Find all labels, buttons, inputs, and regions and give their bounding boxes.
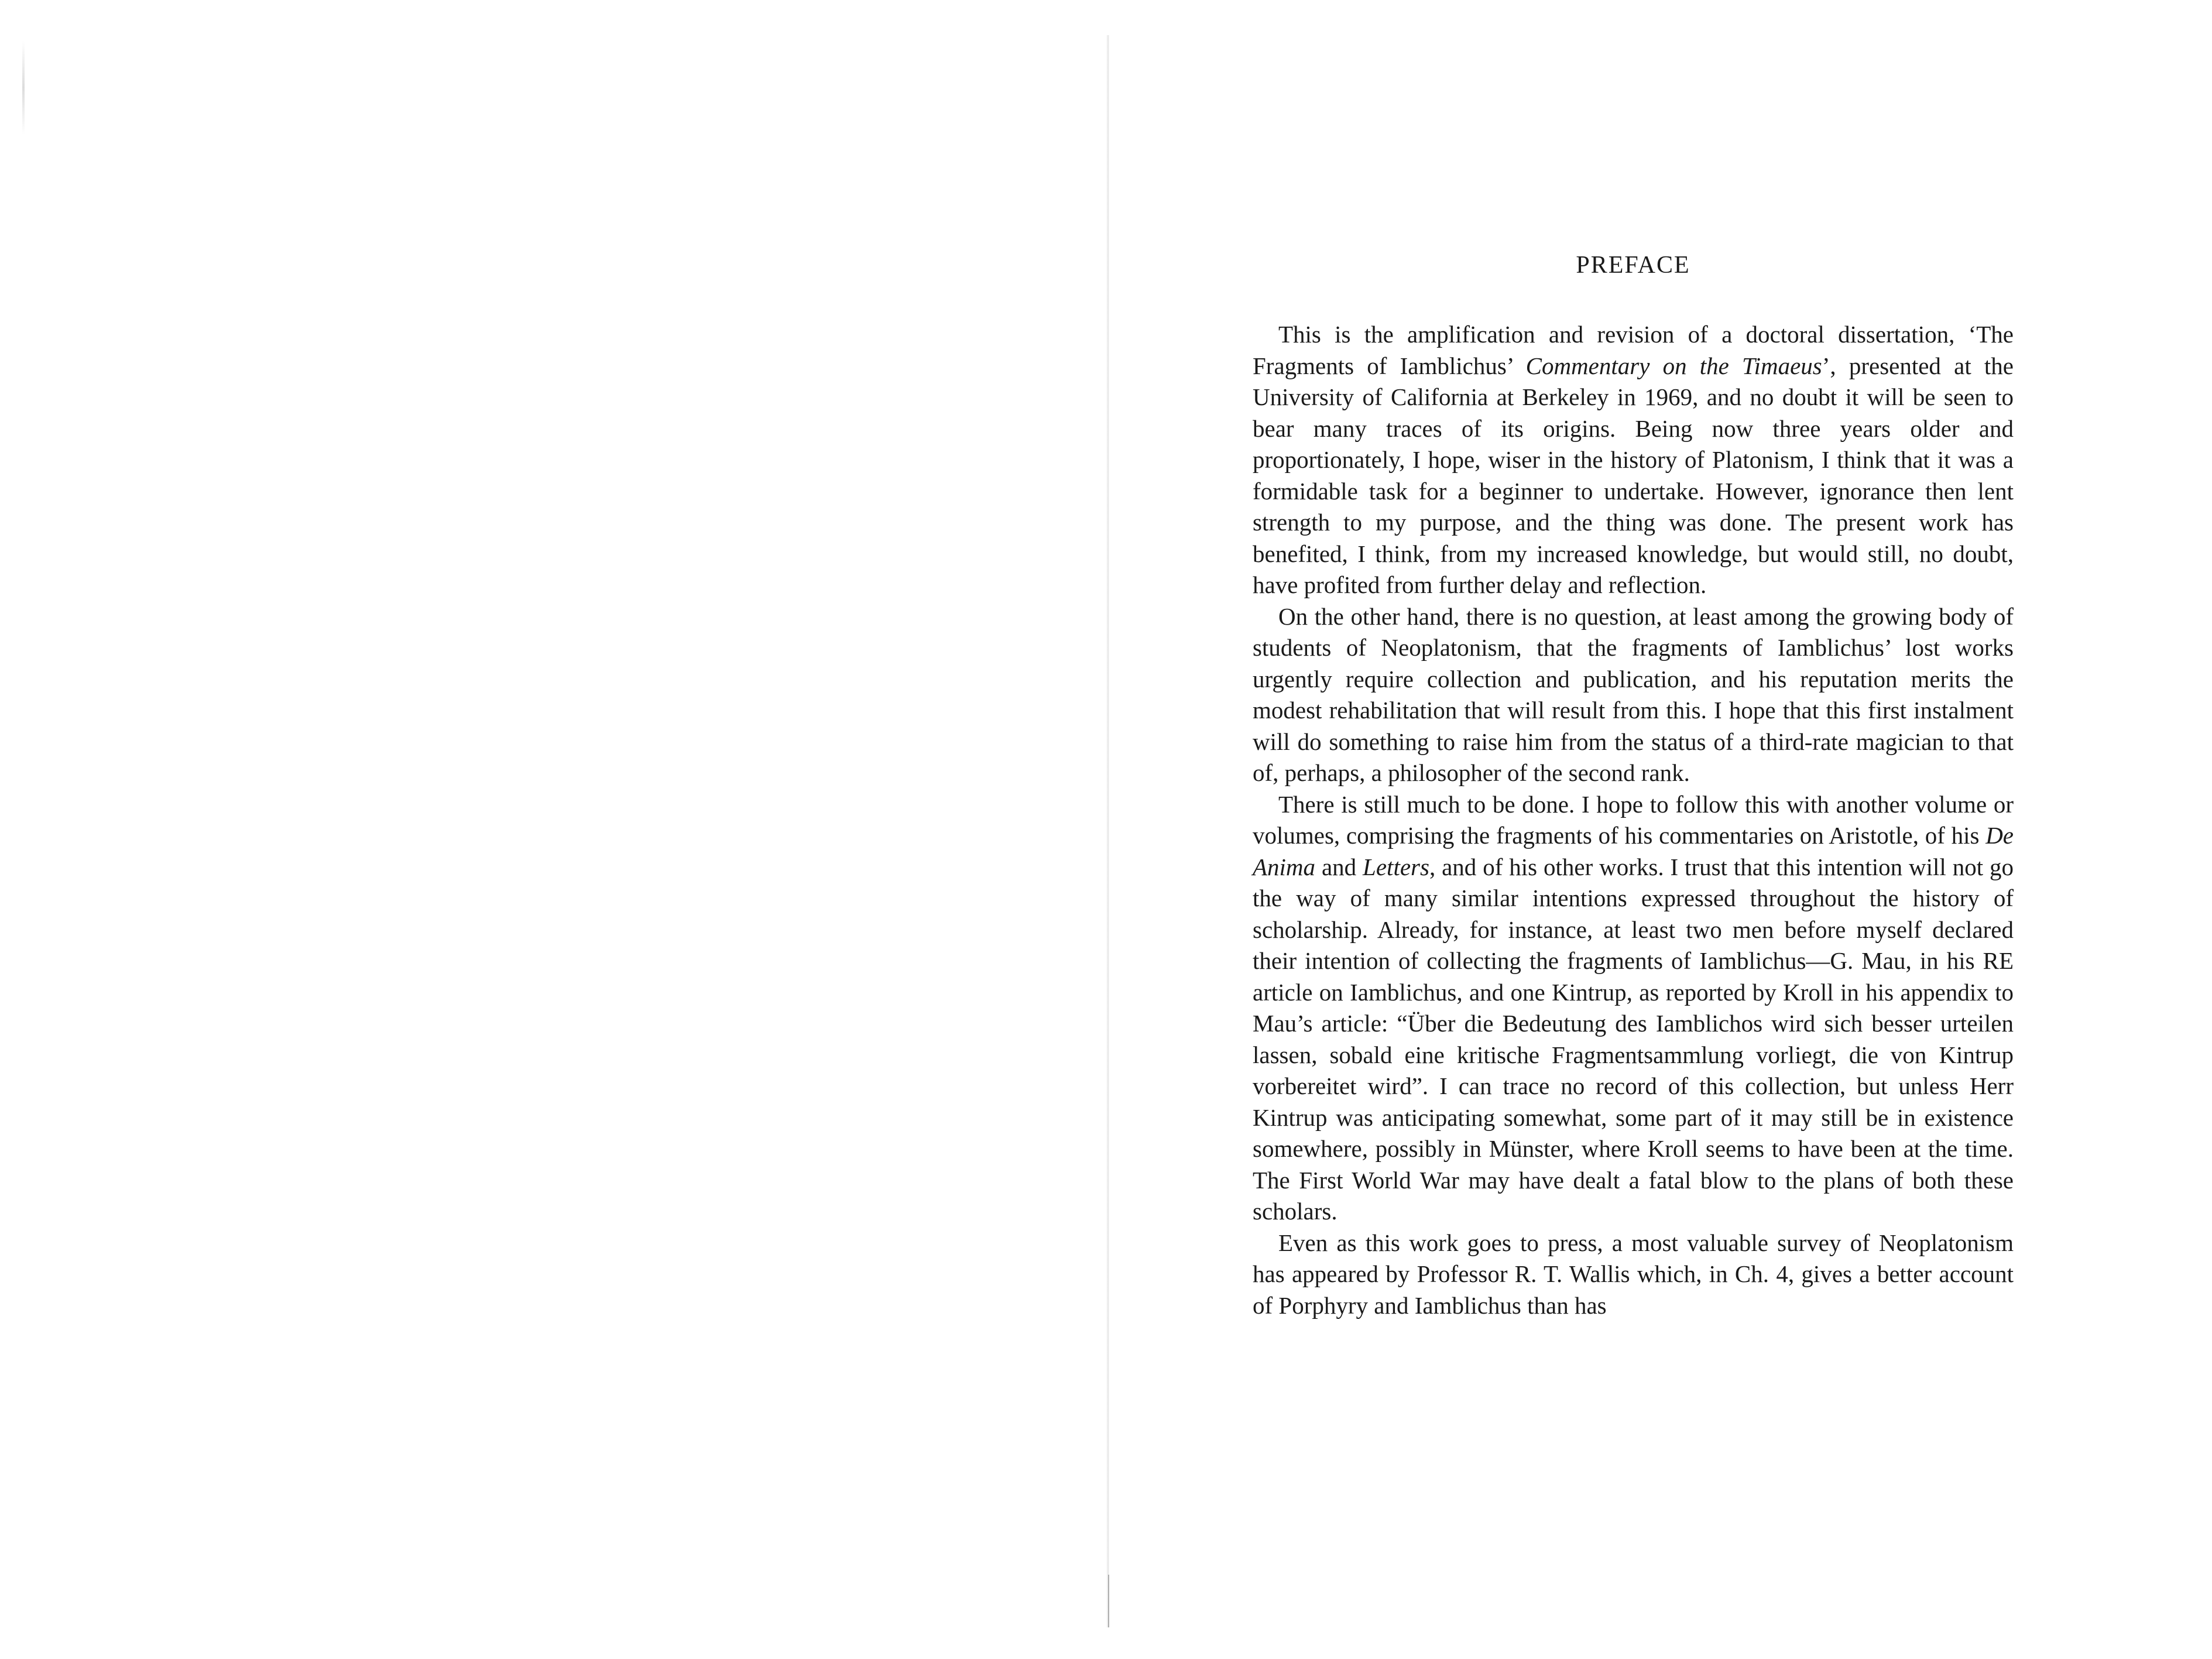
paragraph: Even as this work goes to press, a most valuable survey of Neoplatonism has appeared by Professor R. T. Wallis which, in Ch. 4, gives a better account of Porphyry and Iamblichus than has bbox=[1253, 1229, 2014, 1319]
scan-edge-mark bbox=[22, 41, 25, 135]
italic-title: De Anima bbox=[1253, 822, 2014, 880]
body-text bbox=[1253, 319, 2014, 1321]
paragraph: On the other hand, there is no question, at least among the growing body of students of Neoplatonism, that the fragments of Iamblichus’ lost works urgently require collection and publication, and his reputation merits the modest rehabilitation that will result from this. I hope that this first instalment will do something to raise him from the status of a third-rate magician to that of, perhaps, a philosopher of the second rank. bbox=[1253, 602, 2014, 786]
italic-title: Letters bbox=[1363, 853, 1429, 880]
italic-title: Commentary on the Timaeus bbox=[1525, 352, 1822, 379]
page-title: PREFACE bbox=[1576, 252, 1690, 279]
paragraph: This is the amplification and revision of a doctoral dissertation, ‘The Fragments of Iamblichus’ Commentary on the Timaeus’, presented at the University of California at Berkeley in 1969, and no doubt it will be seen to bear many traces of its origins. Being now three years older and proportionately, I hope, wiser in the history of Platonism, I think that it was a formidable task for a beginner to undertake. However, ignorance then lent strength to my purpose, and the thing was done. The present work has benefited, I think, from my increased knowledge, but would still, no doubt, have profited from further delay and reflection. bbox=[1253, 321, 2014, 598]
paragraph: There is still much to be done. I hope to follow this with another volume or volumes, comprising the fragments of his commentaries on Aristotle, of his De Anima and Letters, and of his other works. I trust that this intention will not go the way of many similar intentions expressed throughout the history of scholarship. Already, for instance, at least two men before myself declared their intention of collecting the fragments of Iamblichus—G. Mau, in his RE article on Iamblichus, and one Kintrup, as reported by Kroll in his appendix to Mau’s article: “Über die Bedeutung des Iamblichos wird sich besser urteilen lassen, sobald eine kritische Fragmentsammlung vorliegt, die von Kintrup vorbereitet wird”. I can trace no record of this collection, but unless Herr Kintrup was anticipating somewhat, some part of it may still be in existence somewhere, possibly in Münster, where Kroll seems to have been at the time. The First World War may have dealt a fatal blow to the plans of both these scholars. bbox=[1253, 790, 2014, 1225]
